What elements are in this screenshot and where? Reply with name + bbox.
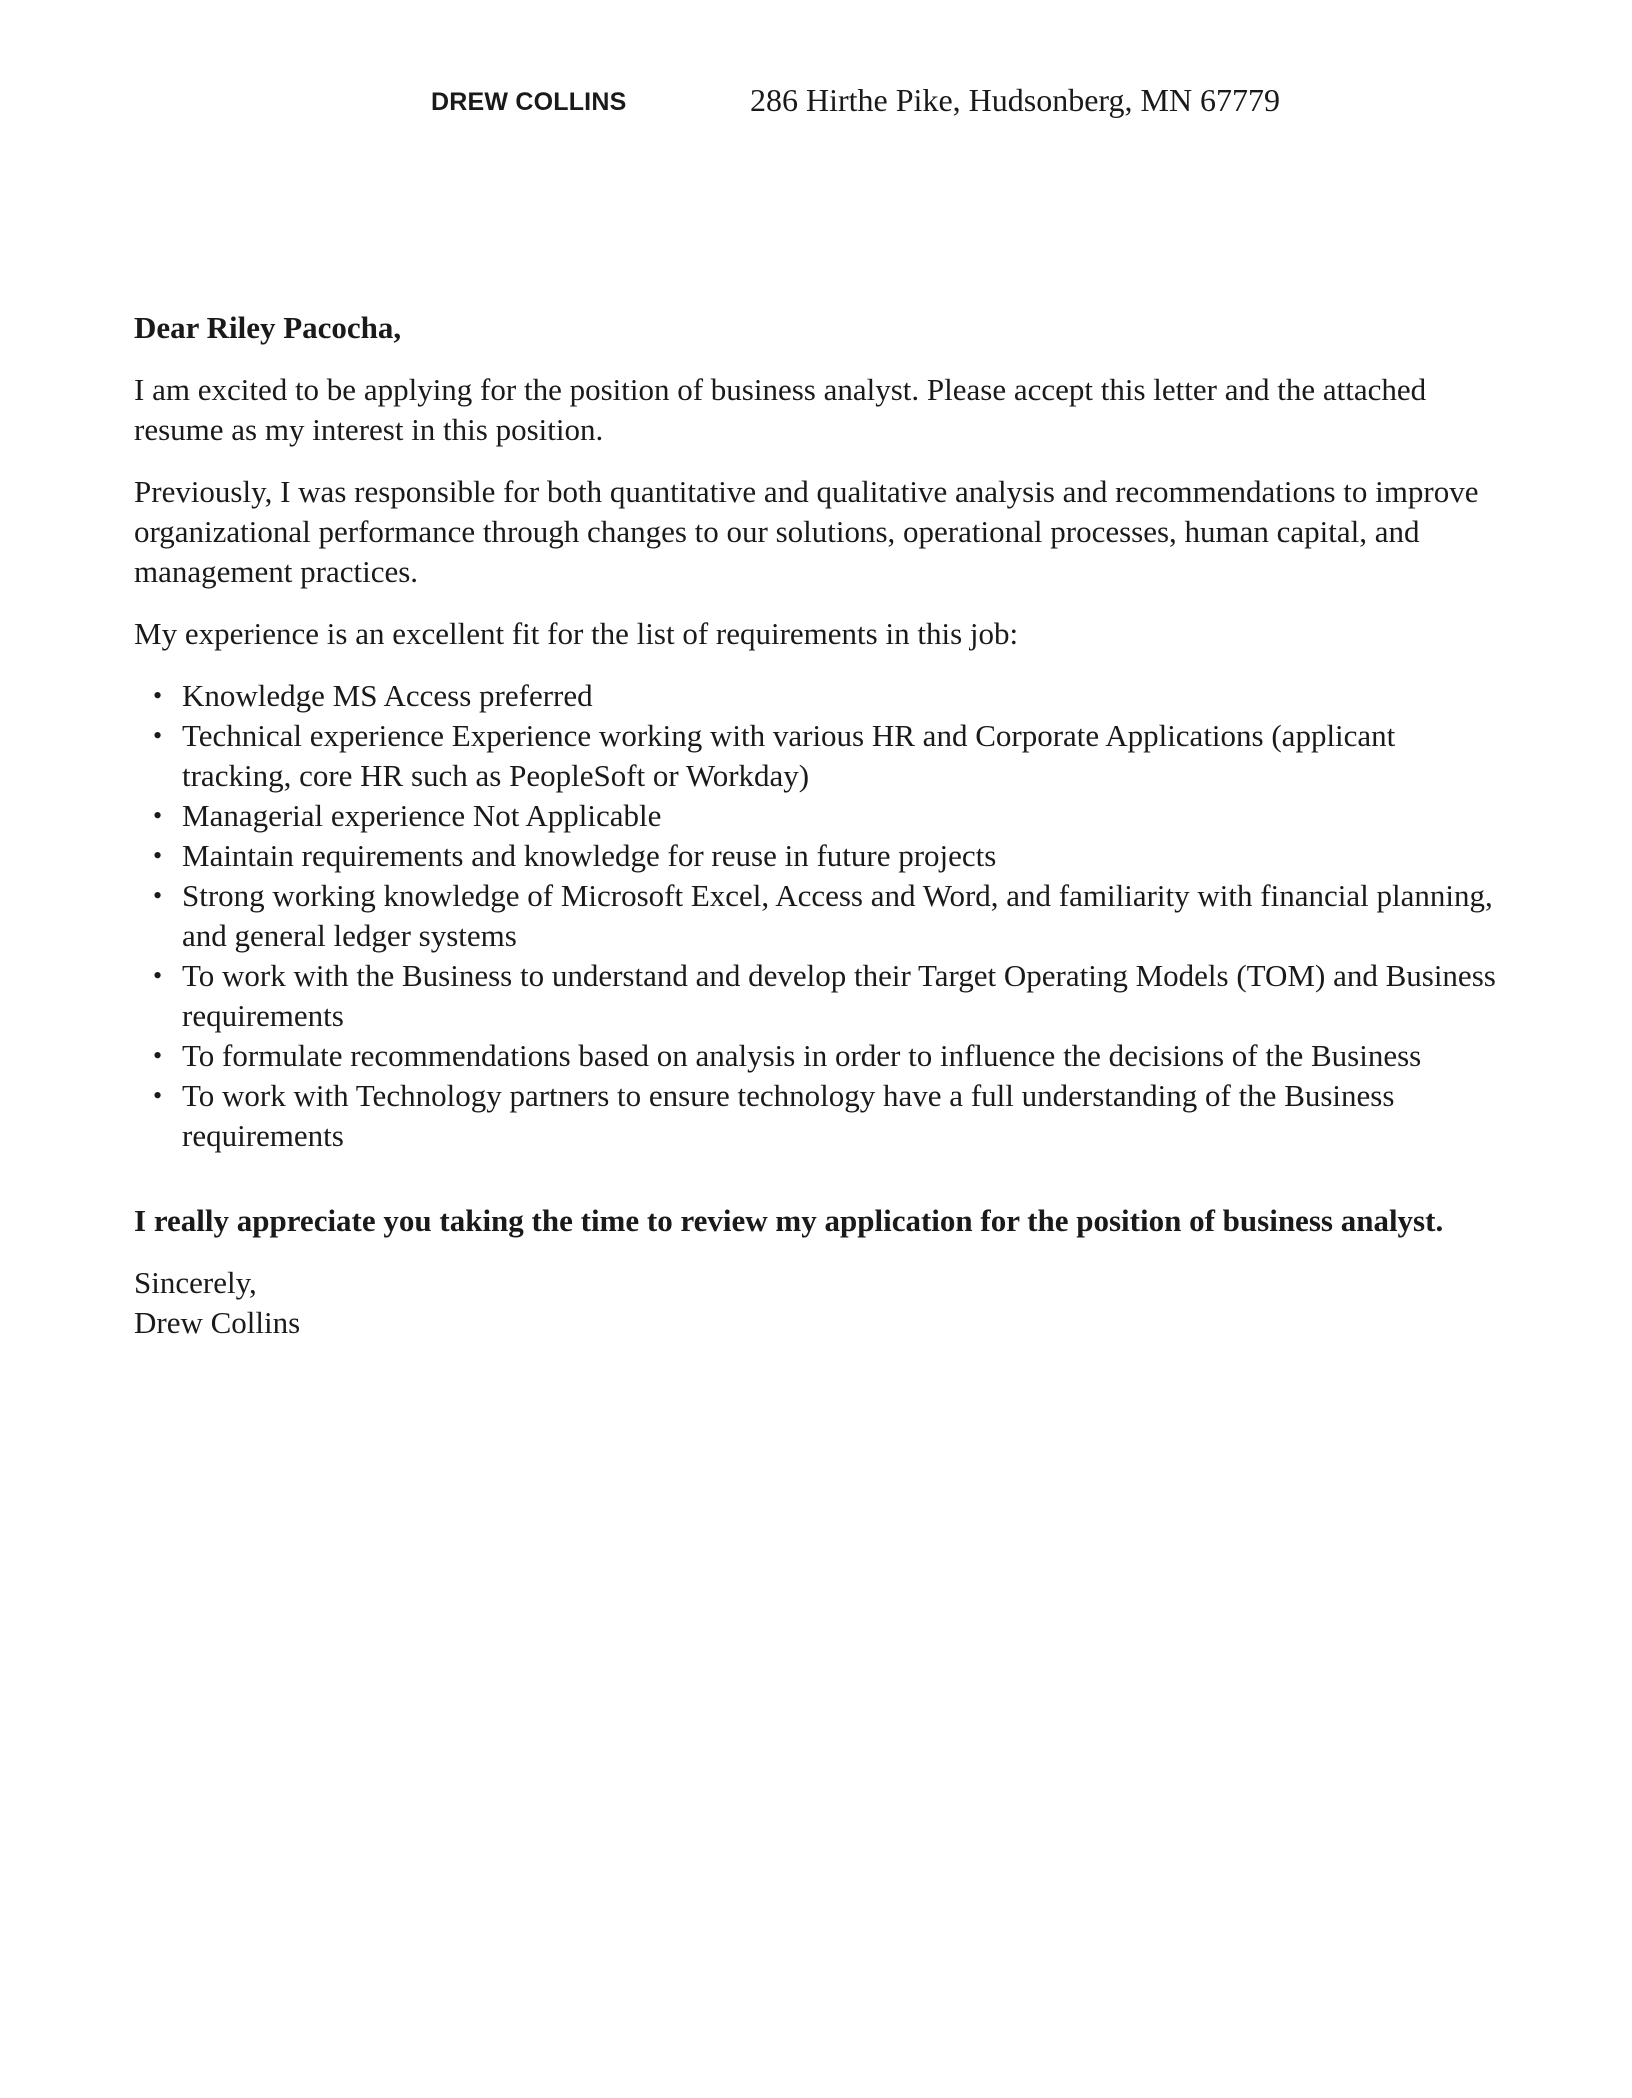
list-item <box>134 1076 1504 1156</box>
list-item <box>134 796 1504 836</box>
signature: Drew Collins <box>134 1305 301 1340</box>
paragraph-intro: I am excited to be applying for the position of business analyst. Please accept this letter and the attached resume as my interest in this position. <box>134 372 1427 447</box>
list-item-text: To work with the Business to understand and develop their Target Operating Models (TOM) and Business requirements <box>182 958 1496 1033</box>
sender-address: 286 Hirthe Pike, Hudsonberg, MN 67779 <box>750 82 1281 118</box>
bullet-icon: • <box>153 801 163 830</box>
letter-body <box>134 308 1504 1343</box>
requirements-list <box>134 676 1504 1156</box>
bullet-icon: • <box>153 1081 163 1110</box>
letter-header <box>0 78 1632 128</box>
list-item <box>134 956 1504 1036</box>
list-item <box>134 876 1504 956</box>
bullet-icon: • <box>153 681 163 710</box>
list-item-text: Knowledge MS Access preferred <box>182 678 593 713</box>
list-item-text: Strong working knowledge of Microsoft Excel, Access and Word, and familiarity with financial planning, and general ledger systems <box>182 878 1493 953</box>
list-item <box>134 716 1504 796</box>
sender-name: DREW COLLINS <box>431 88 627 116</box>
bullet-icon: • <box>153 1041 163 1070</box>
signoff: Sincerely, <box>134 1265 257 1300</box>
bullet-icon: • <box>153 881 163 910</box>
list-item-text: To formulate recommendations based on analysis in order to influence the decisions of the Business <box>182 1038 1422 1073</box>
closing-statement: I really appreciate you taking the time to review my application for the position of business analyst. <box>134 1203 1444 1238</box>
list-item-text: Maintain requirements and knowledge for reuse in future projects <box>182 838 997 873</box>
list-item-text: Managerial experience Not Applicable <box>182 798 662 833</box>
paragraph-experience: Previously, I was responsible for both quantitative and qualitative analysis and recommendations to improve organizational performance through changes to our solutions, operational processes, human capital, and management practices. <box>134 474 1479 589</box>
bullet-icon: • <box>153 841 163 870</box>
bullet-icon: • <box>153 721 163 750</box>
list-item <box>134 836 1504 876</box>
list-item <box>134 1036 1504 1076</box>
list-item-text: Technical experience Experience working with various HR and Corporate Applications (applicant tracking, core HR such as PeopleSoft or Workday) <box>182 718 1396 793</box>
paragraph-requirements-lead: My experience is an excellent fit for the list of requirements in this job: <box>134 616 1019 651</box>
list-item-text: To work with Technology partners to ensure technology have a full understanding of the Business requirements <box>182 1078 1395 1153</box>
salutation: Dear Riley Pacocha, <box>134 310 402 345</box>
bullet-icon: • <box>153 961 163 990</box>
list-item <box>134 676 1504 716</box>
